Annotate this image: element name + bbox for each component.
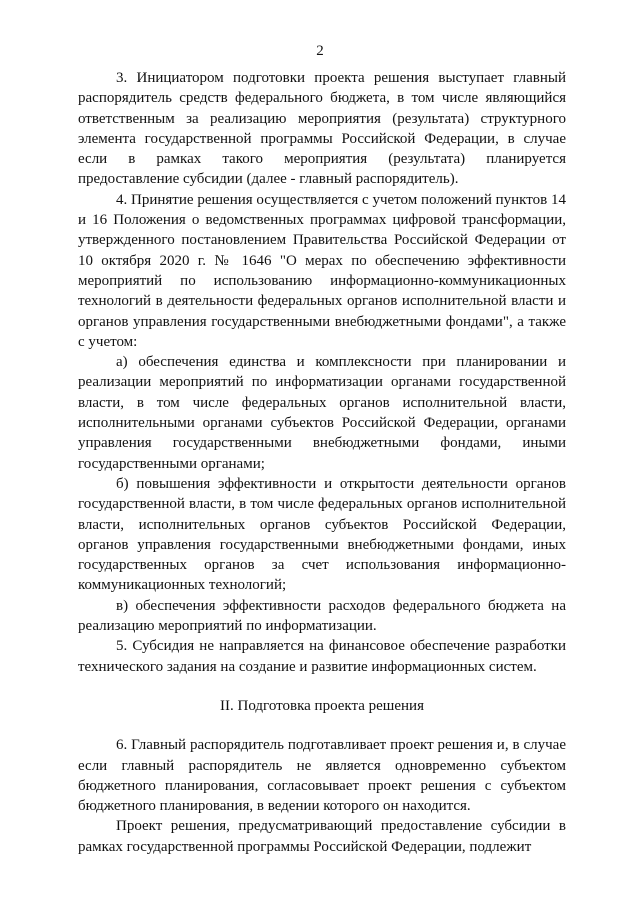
document-body [78, 68, 566, 857]
subparagraph-v: в) обеспечения эффективности расходов федерального бюджета на реализацию мероприятий по информатизации. [78, 597, 566, 635]
paragraph-6-draft-preparation: 6. Главный распорядитель подготавливает проект решения и, в случае если главный распорядитель не является одновременно субъектом бюджетного планирования, согласовывает проект решения с субъектом бюджетного планирования, в ведении которого он находится. [78, 737, 566, 815]
paragraph-draft-subsidy: Проект решения, предусматривающий предоставление субсидии в рамках государственной программы Российской Федерации, подлежит [78, 818, 566, 855]
section-heading: II. Подготовка проекта решения [220, 697, 424, 714]
spacer [78, 716, 566, 735]
page-number: 2 [316, 43, 324, 59]
paragraph-5-subsidy-restriction: 5. Субсидия не направляется на финансовое обеспечение разработки технического задания на создание и развитие информационных систем. [78, 638, 566, 675]
subparagraph-a: а) обеспечения единства и комплексности при планировании и реализации мероприятий по информатизации органами государственной власти, в том числе федеральных органов исполнительной власти, исполнительными органами субъектов Российской Федерации, органами управления государственными внебюджетными фондами, иными государственными органами; [78, 354, 566, 472]
paragraph-4-decision-acceptance: 4. Принятие решения осуществляется с учетом положений пунктов 14 и 16 Положения о ведомственных программах цифровой трансформации, утвержденного постановлением Правительства Российской Федерации от 10 октября 2020 г. № 1646 "О мерах по обеспечению эффективности мероприятий по использованию информационно-коммуникационных технологий в деятельности федеральных органов исполнительной власти и органов управления государственными внебюджетными фондами", а также с учетом: [78, 191, 566, 350]
spacer [78, 677, 566, 696]
subparagraph-b: б) повышения эффективности и открытости деятельности органов государственной власти, в том числе федеральных органов исполнительной власти, исполнительных органов субъектов Российской Федерации, органов управления государственными внебюджетными фондами, иных государственных органов за счет использования информационно-коммуникационных технологий; [78, 475, 566, 594]
paragraph-3-initiator: 3. Инициатором подготовки проекта решения выступает главный распорядитель средств федерального бюджета, в том числе являющийся ответственным за реализацию мероприятия (результата) структурного элемента государственной программы Российской Федерации, в случае если в рамках такого мероприятия (результата) планируется предоставление субсидии (далее - главный распорядитель). [78, 70, 566, 188]
